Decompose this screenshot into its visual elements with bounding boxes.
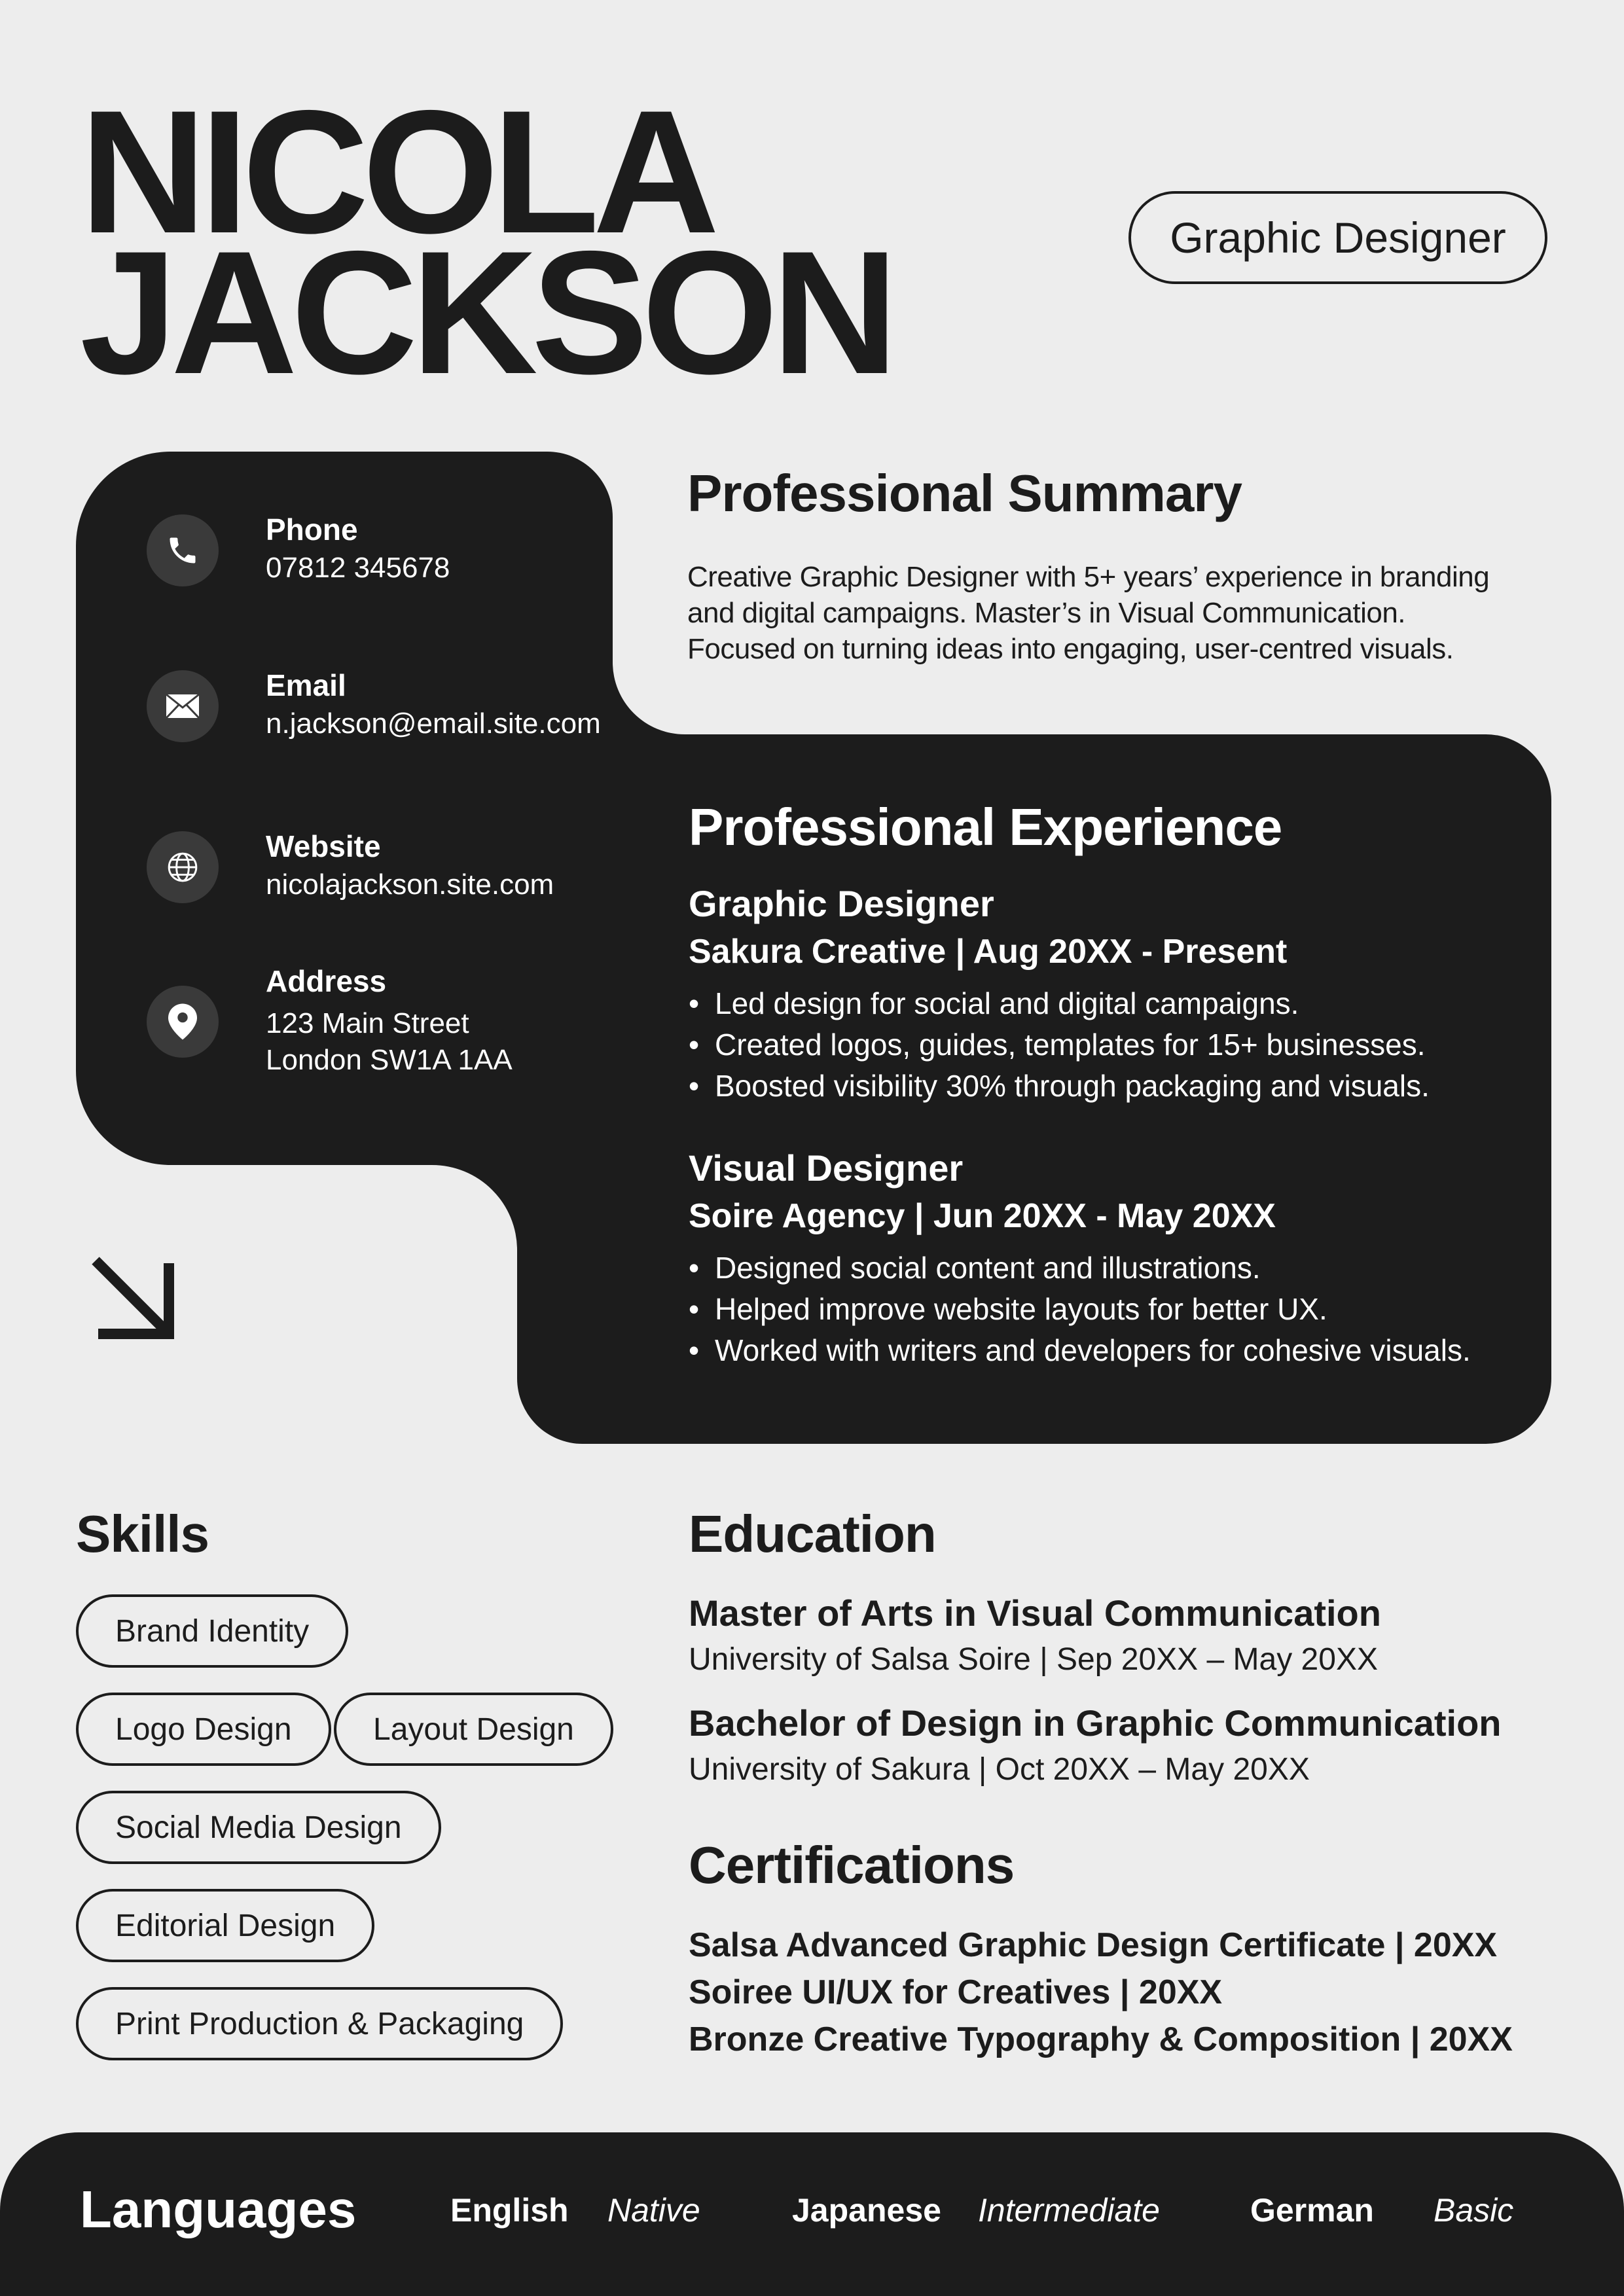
summary-title: Professional Summary: [687, 464, 1242, 522]
phone-icon: [147, 514, 219, 586]
job-bullet: • Created logos, guides, templates for 15+ businesses.: [689, 1024, 1430, 1066]
language-name: English: [450, 2192, 569, 2229]
certification-item: Soiree UI/UX for Creatives | 20XX: [689, 1973, 1223, 2011]
job-company: Sakura Creative | Aug 20XX - Present: [689, 933, 1288, 971]
job-bullet: • Led design for social and digital campaigns.: [689, 983, 1430, 1024]
envelope-icon: [147, 670, 219, 742]
job-bullet: • Boosted visibility 30% through packaging and visuals.: [689, 1066, 1430, 1107]
certification-item: Salsa Advanced Graphic Design Certificate | 20XX: [689, 1926, 1498, 1964]
email-label: Email: [266, 668, 346, 702]
last-name: JACKSON: [80, 214, 892, 410]
job-bullet: • Worked with writers and developers for cohesive visuals.: [689, 1330, 1471, 1371]
summary-line: and digital campaigns. Master’s in Visual Communication.: [687, 597, 1406, 629]
education-title: Education: [689, 1505, 936, 1563]
address-label: Address: [266, 964, 387, 998]
job-bullet: • Designed social content and illustrations.: [689, 1247, 1471, 1289]
skill-tag: Logo Design: [76, 1693, 331, 1766]
experience-title: Professional Experience: [689, 798, 1282, 856]
language-name: German: [1250, 2192, 1374, 2229]
summary-line: Focused on turning ideas into engaging, user-centred visuals.: [687, 633, 1454, 665]
certifications-title: Certifications: [689, 1836, 1015, 1894]
phone-label: Phone: [266, 512, 358, 547]
globe-icon: [147, 831, 219, 903]
skill-tag: Layout Design: [334, 1693, 613, 1766]
skill-tag: Editorial Design: [76, 1889, 374, 1962]
website-label: Website: [266, 829, 381, 863]
map-pin-icon: [147, 986, 219, 1058]
skill-tag: Social Media Design: [76, 1791, 441, 1864]
role-badge: Graphic Designer: [1128, 191, 1547, 284]
job-title: Graphic Designer: [689, 883, 994, 924]
skill-tag: Brand Identity: [76, 1594, 348, 1668]
summary-text: [687, 559, 1584, 667]
website-value: nicolajackson.site.com: [266, 869, 554, 901]
language-level: Intermediate: [978, 2192, 1160, 2229]
job-company: Soire Agency | Jun 20XX - May 20XX: [689, 1197, 1276, 1235]
address-line1: 123 Main Street: [266, 1007, 469, 1039]
language-level: Native: [607, 2192, 700, 2229]
education-degree: Bachelor of Design in Graphic Communication: [689, 1702, 1502, 1744]
skills-title: Skills: [76, 1505, 209, 1563]
language-level: Basic: [1434, 2192, 1514, 2229]
arrow-down-right-icon: [89, 1254, 178, 1343]
language-name: Japanese: [792, 2192, 941, 2229]
education-degree: Master of Arts in Visual Communication: [689, 1592, 1381, 1634]
phone-value: 07812 345678: [266, 552, 450, 584]
email-value: n.jackson@email.site.com: [266, 708, 601, 740]
address-line2: London SW1A 1AA: [266, 1044, 513, 1076]
certification-item: Bronze Creative Typography & Composition | 20XX: [689, 2020, 1513, 2058]
education-school: University of Sakura | Oct 20XX – May 20XX: [689, 1752, 1310, 1787]
languages-title: Languages: [80, 2180, 357, 2238]
job-bullet: • Helped improve website layouts for better UX.: [689, 1289, 1471, 1330]
job-bullets: [689, 983, 1430, 1107]
first-name: NICOLA: [80, 73, 713, 270]
job-bullets: [689, 1247, 1471, 1371]
skill-tag: Print Production & Packaging: [76, 1987, 563, 2060]
job-title: Visual Designer: [689, 1147, 964, 1189]
summary-line: Creative Graphic Designer with 5+ years’ experience in branding: [687, 561, 1490, 593]
education-school: University of Salsa Soire | Sep 20XX – May 20XX: [689, 1642, 1378, 1677]
